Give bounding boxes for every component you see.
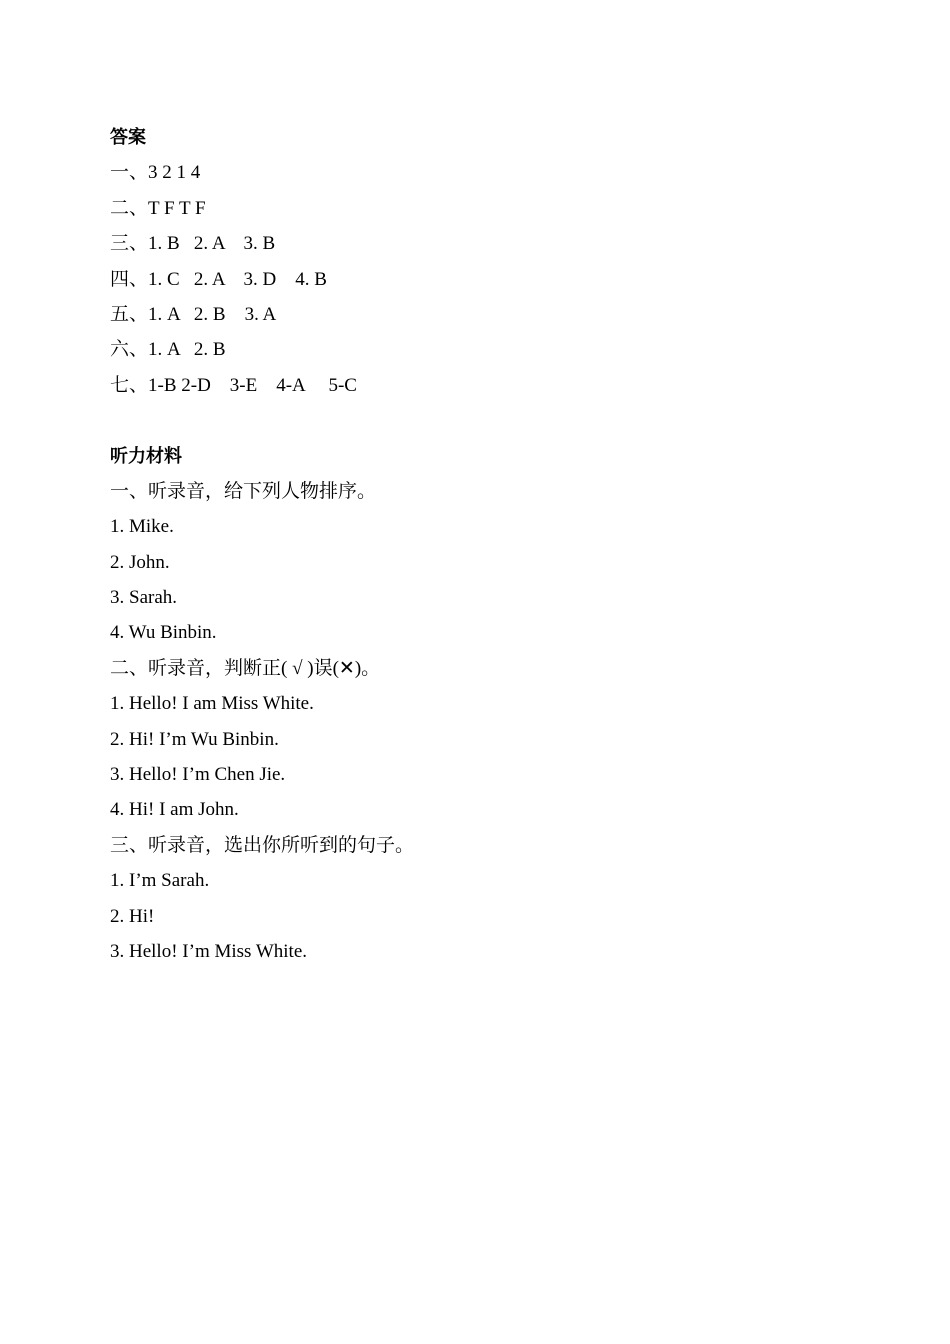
listening-line: 1. Hello! I am Miss White. [110, 693, 314, 715]
answers-heading: 答案 [110, 127, 146, 148]
answer-line-3: 三、1. B 2. A 3. B [110, 233, 276, 255]
answer-line-5: 五、1. A 2. B 3. A [110, 303, 277, 325]
answer-line-4: 四、1. C 2. A 3. D 4. B [110, 268, 327, 290]
listening-section-2-heading: 二、听录音，判断正( √ )误(✕)。 [110, 657, 381, 679]
answer-line-7: 七、1-B 2-D 3-E 4-A 5-C [110, 374, 357, 396]
listening-line: 2. Hi! I’m Wu Binbin. [110, 728, 279, 750]
listening-line: 3. Hello! I’m Chen Jie. [110, 764, 286, 786]
section-spacer [110, 403, 830, 438]
listening-line: 1. I’m Sarah. [110, 870, 210, 892]
listening-line: 2. Hi! [110, 905, 155, 927]
listening-line: 1. Mike. [110, 516, 174, 538]
answer-line-6: 六、1. A 2. B [110, 339, 226, 361]
document-page [110, 120, 830, 969]
listening-heading: 听力材料 [110, 445, 182, 467]
listening-line: 2. John. [110, 551, 170, 573]
listening-line: 4. Wu Binbin. [110, 622, 217, 644]
listening-section-1-heading: 一、听录音，给下列人物排序。 [110, 480, 377, 502]
answer-line-1: 一、3 2 1 4 [110, 162, 201, 184]
listening-line: 4. Hi! I am John. [110, 799, 239, 821]
listening-line: 3. Hello! I’m Miss White. [110, 940, 308, 962]
answer-line-2: 二、T F T F [110, 197, 206, 219]
listening-line: 3. Sarah. [110, 587, 178, 609]
listening-section-3-heading: 三、听录音，选出你所听到的句子。 [110, 834, 415, 856]
